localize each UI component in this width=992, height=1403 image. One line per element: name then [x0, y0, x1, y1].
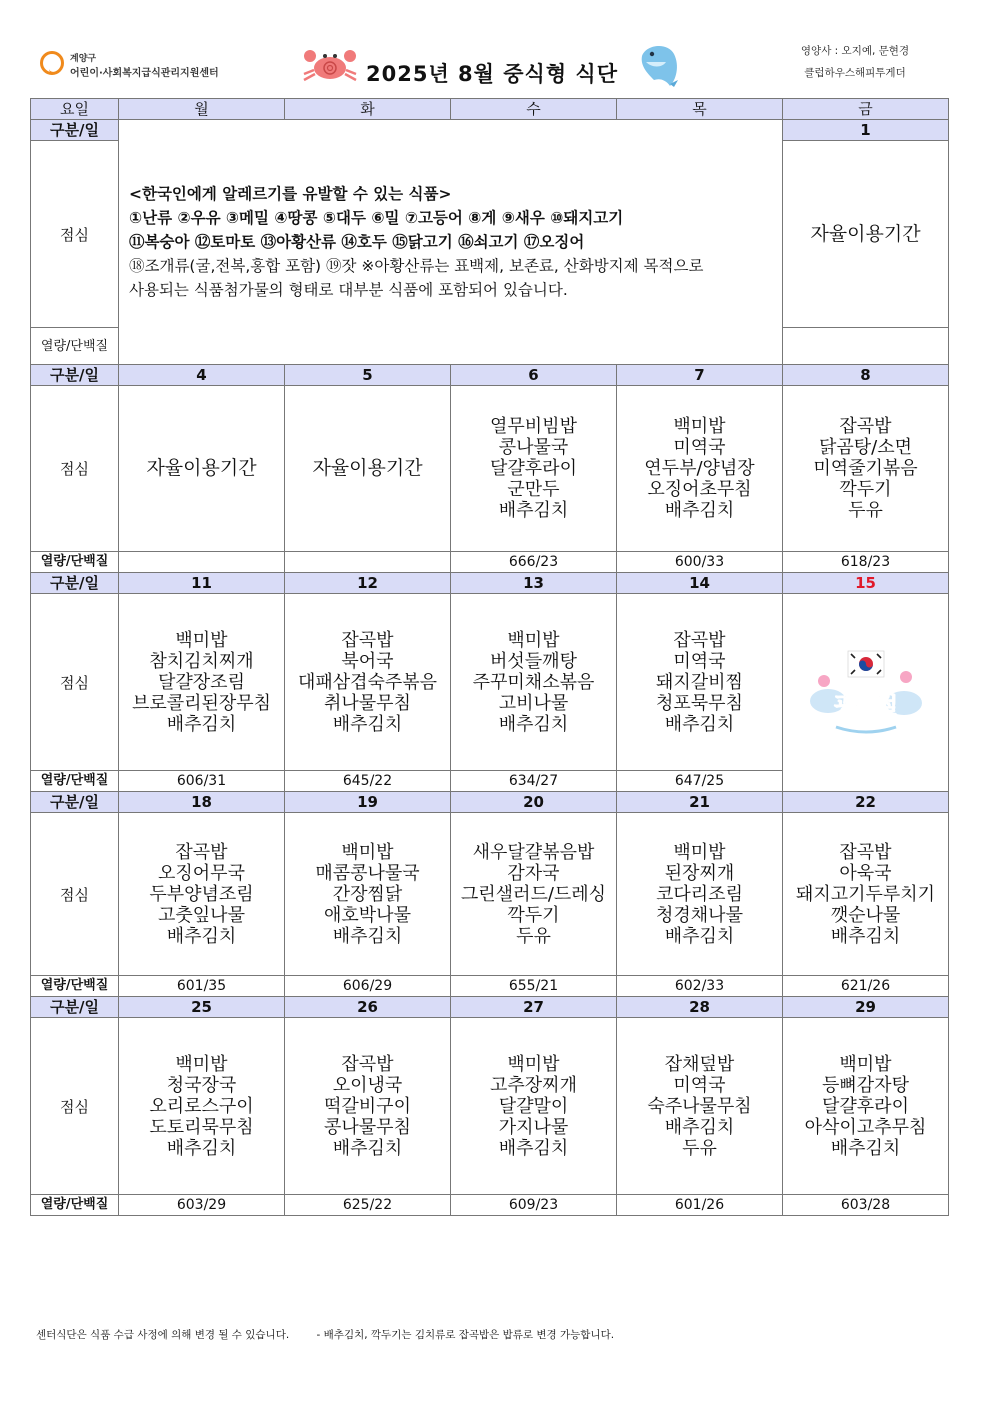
date-cell: 25: [119, 997, 285, 1018]
nutri-cell: 603/29: [119, 1195, 285, 1216]
date-row-label: 구분/일: [31, 573, 119, 594]
lunch-row-label: 점심: [31, 594, 119, 771]
date-cell: 21: [617, 792, 783, 813]
week5-lunch-row: [31, 1018, 949, 1195]
menu-cell: 잡곡밥 북어국 대패삼겹숙주볶음 취나물무침 배추김치: [285, 594, 451, 771]
date-cell: 27: [451, 997, 617, 1018]
menu-cell: 자율이용기간: [119, 386, 285, 552]
menu-cell: 백미밥 고추장찌개 달걀말이 가지나물 배추김치: [451, 1018, 617, 1195]
notice-allergen-list-1: ①난류 ②우유 ③메밀 ④땅콩 ⑤대두 ⑥밀 ⑦고등어 ⑧게 ⑨새우 ⑩돼지고기: [129, 209, 624, 227]
notice-allergen-list-2: ⑪복숭아 ⑫토마토 ⑬아황산류 ⑭호두 ⑮닭고기 ⑯쇠고기 ⑰오징어: [129, 233, 585, 251]
nutri-row-label: 열량/단백질: [31, 771, 119, 792]
menu-cell: 백미밥 버섯들깨탕 주꾸미채소볶음 고비나물 배추김치: [451, 594, 617, 771]
center-logo: [40, 48, 240, 82]
lunch-row-label: 점심: [31, 386, 119, 552]
week2-date-row: [31, 365, 949, 386]
notice-sulfite-note: 사용되는 식품첨가물의 형태로 대부분 식품에 포함되어 있습니다.: [129, 281, 568, 299]
nutri-cell: [119, 552, 285, 573]
staff-info: [780, 44, 930, 88]
nutri-cell: 601/35: [119, 976, 285, 997]
holiday-label: 광복절: [833, 693, 898, 719]
date-cell: 8: [783, 365, 949, 386]
facility-name: 클럽하우스해피투게더: [804, 67, 906, 79]
weekday-wed: 수: [451, 99, 617, 120]
nutri-cell: 647/25: [617, 771, 783, 792]
nutri-cell: [285, 552, 451, 573]
nutri-row-label: 열량/단백질: [31, 552, 119, 573]
dolphin-icon: [636, 40, 682, 88]
date-row-label: 구분/일: [31, 120, 119, 141]
nutri-cell: 655/21: [451, 976, 617, 997]
lunch-row-label: 점심: [31, 813, 119, 976]
meal-table: [30, 98, 949, 1216]
nutri-cell: 625/22: [285, 1195, 451, 1216]
date-cell: 12: [285, 573, 451, 594]
date-row-label: 구분/일: [31, 792, 119, 813]
date-cell: 19: [285, 792, 451, 813]
date-row-label: 구분/일: [31, 365, 119, 386]
date-cell: 6: [451, 365, 617, 386]
date-cell: 13: [451, 573, 617, 594]
week1-date-row: [31, 120, 949, 141]
date-cell: 18: [119, 792, 285, 813]
nutritionist-text: 영양사 : 오지예, 문현경: [800, 45, 910, 57]
week2-nutri-row: [31, 552, 949, 573]
nutri-cell: 645/22: [285, 771, 451, 792]
allergy-notice: [119, 120, 783, 365]
menu-cell: 자율이용기간: [783, 141, 949, 328]
day-header-label: 요일: [31, 99, 119, 120]
nutri-cell: 609/23: [451, 1195, 617, 1216]
menu-cell: 잡곡밥 오징어무국 두부양념조림 고춧잎나물 배추김치: [119, 813, 285, 976]
week3-date-row: [31, 573, 949, 594]
week2-lunch-row: [31, 386, 949, 552]
lunch-row-label: 점심: [31, 141, 119, 328]
nutri-cell: 606/29: [285, 976, 451, 997]
nutri-cell: 600/33: [617, 552, 783, 573]
notice-allergen-list-3: ⑱조개류(굴,전복,홍합 포함) ⑲잣 ※아황산류는 표백제, 보존료, 산화방지제 목적으로: [129, 257, 704, 275]
menu-cell: 잡곡밥 닭곰탕/소면 미역줄기볶음 깍두기 두유: [783, 386, 949, 552]
week4-nutri-row: [31, 976, 949, 997]
lunch-row-label: 점심: [31, 1018, 119, 1195]
week5-date-row: [31, 997, 949, 1018]
page-header: [0, 0, 992, 98]
footer-note-substitution: - 배추김치, 깍두기는 김치류로 잡곡밥은 밥류로 변경 가능합니다.: [316, 1329, 615, 1341]
date-cell: 29: [783, 997, 949, 1018]
nutri-cell: 666/23: [451, 552, 617, 573]
weekday-thu: 목: [617, 99, 783, 120]
week3-lunch-row: [31, 594, 949, 771]
nutri-cell: [783, 328, 949, 365]
nutri-row-label: 열량/단백질: [31, 1195, 119, 1216]
weekday-tue: 화: [285, 99, 451, 120]
week4-date-row: [31, 792, 949, 813]
date-cell: 11: [119, 573, 285, 594]
date-cell: 28: [617, 997, 783, 1018]
nutri-cell: 603/28: [783, 1195, 949, 1216]
date-cell: 14: [617, 573, 783, 594]
menu-cell: 잡곡밥 미역국 돼지갈비찜 청포묵무침 배추김치: [617, 594, 783, 771]
date-cell: 20: [451, 792, 617, 813]
date-cell: 5: [285, 365, 451, 386]
menu-cell: 새우달걀볶음밥 감자국 그린샐러드/드레싱 깍두기 두유: [451, 813, 617, 976]
menu-cell: 잡곡밥 아욱국 돼지고기두루치기 깻순나물 배추김치: [783, 813, 949, 976]
menu-cell: 백미밥 청국장국 오리로스구이 도토리묵무침 배추김치: [119, 1018, 285, 1195]
menu-cell: 잡곡밥 오이냉국 떡갈비구이 콩나물무침 배추김치: [285, 1018, 451, 1195]
notice-heading: <한국인에게 알레르기를 유발할 수 있는 식품>: [129, 185, 452, 203]
menu-cell: 자율이용기간: [285, 386, 451, 552]
weekday-header-row: [31, 99, 949, 120]
logo-center-name: 어린이·사회복지급식관리지원센터: [70, 68, 219, 79]
date-cell: 4: [119, 365, 285, 386]
date-cell: 26: [285, 997, 451, 1018]
liberation-day-image: [806, 641, 926, 745]
nutri-cell: 621/26: [783, 976, 949, 997]
date-cell: 7: [617, 365, 783, 386]
footer-note-supply: 센터식단은 식품 수급 사정에 의해 변경 될 수 있습니다.: [36, 1329, 290, 1341]
logo-district: 계양구: [70, 54, 97, 64]
nutri-cell: 602/33: [617, 976, 783, 997]
nutri-cell: 601/26: [617, 1195, 783, 1216]
date-fri: 1: [783, 120, 949, 141]
holiday-cell: [783, 594, 949, 792]
menu-cell: 백미밥 매콤콩나물국 간장찜닭 애호박나물 배추김치: [285, 813, 451, 976]
weekday-mon: 월: [119, 99, 285, 120]
menu-cell: 백미밥 미역국 연두부/양념장 오징어초무침 배추김치: [617, 386, 783, 552]
footer-notes: [36, 1327, 614, 1342]
crab-icon: [300, 44, 360, 84]
page-title: 2025년 8월 중식형 식단: [366, 62, 618, 86]
week5-nutri-row: [31, 1195, 949, 1216]
menu-cell: 백미밥 등뼈감자탕 달걀후라이 아삭이고추무침 배추김치: [783, 1018, 949, 1195]
nutri-cell: 618/23: [783, 552, 949, 573]
date-row-label: 구분/일: [31, 997, 119, 1018]
weekday-fri: 금: [783, 99, 949, 120]
nutri-cell: 606/31: [119, 771, 285, 792]
nutri-cell: 634/27: [451, 771, 617, 792]
nutri-row-label: 열량/단백질: [31, 976, 119, 997]
date-cell: 22: [783, 792, 949, 813]
menu-cell: 잡채덮밥 미역국 숙주나물무침 배추김치 두유: [617, 1018, 783, 1195]
nutri-row-label: 열량/단백질: [31, 328, 119, 365]
menu-cell: 백미밥 된장찌개 코다리조림 청경채나물 배추김치: [617, 813, 783, 976]
smile-logo-icon: [40, 51, 64, 75]
menu-cell: 열무비빔밥 콩나물국 달걀후라이 군만두 배추김치: [451, 386, 617, 552]
week4-lunch-row: [31, 813, 949, 976]
date-cell-holiday: 15: [783, 573, 949, 594]
menu-cell: 백미밥 참치김치찌개 달걀장조림 브로콜리된장무침 배추김치: [119, 594, 285, 771]
